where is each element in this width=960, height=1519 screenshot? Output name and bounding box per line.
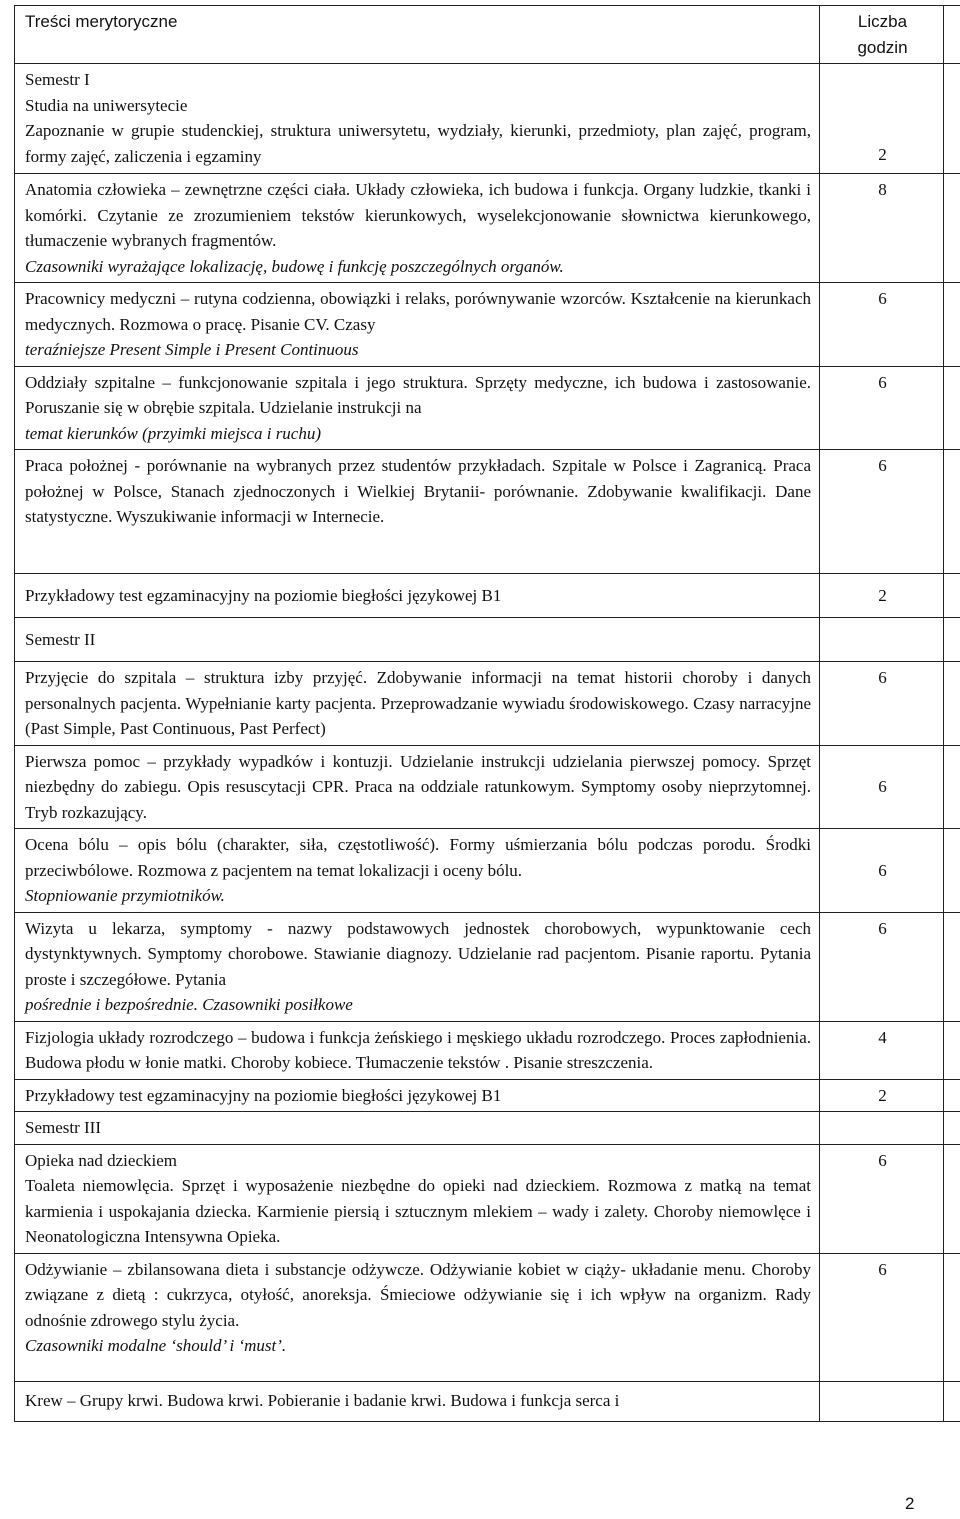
- topic-cell: Semestr I Studia na uniwersytecie Zapoznanie w grupie studenckiej, struktura uniwersytetu, wydziały, kierunki, przedmioty, plan zajęć, program, formy zajęć, zaliczenia i egzaminy: [15, 64, 820, 174]
- extra-column: [944, 6, 960, 64]
- topic-cell: Przykładowy test egzaminacyjny na poziomie biegłości językowej B1: [15, 574, 820, 618]
- table-row: [15, 174, 960, 283]
- hours-cell: 4: [820, 1021, 944, 1079]
- hours-cell: 2: [820, 64, 944, 174]
- table-row: [15, 662, 960, 746]
- content-header: Treści merytoryczne: [15, 6, 820, 64]
- table-row: [15, 450, 960, 574]
- topic-cell: Oddziały szpitalne – funkcjonowanie szpitala i jego struktura. Sprzęty medyczne, ich budowa i zastosowanie. Poruszanie się w obrębie szpitala. Udzielanie instrukcji na temat kierunków (przyimki miejsca i ruchu): [15, 366, 820, 450]
- page-number: 2: [905, 1494, 915, 1513]
- table-row: [15, 1021, 960, 1079]
- table-row: [15, 1079, 960, 1112]
- table-row: [15, 1112, 960, 1145]
- table-row: [15, 64, 960, 174]
- hours-cell: 6: [820, 745, 944, 829]
- table-row: [15, 1144, 960, 1253]
- hours-cell: 6: [820, 283, 944, 367]
- hours-cell: [820, 1381, 944, 1421]
- table-header-row: [15, 6, 960, 64]
- hours-cell: 6: [820, 366, 944, 450]
- table-row: [15, 745, 960, 829]
- table-row: [15, 574, 960, 618]
- hours-cell: 6: [820, 829, 944, 913]
- hours-cell: [820, 618, 944, 662]
- topic-cell: Krew – Grupy krwi. Budowa krwi. Pobieranie i badanie krwi. Budowa i funkcja serca i: [15, 1381, 820, 1421]
- hours-header: Liczba godzin: [820, 6, 944, 64]
- topic-cell: Anatomia człowieka – zewnętrzne części ciała. Układy człowieka, ich budowa i funkcja. Organy ludzkie, tkanki i komórki. Czytanie ze zrozumieniem tekstów kierunkowych, wyselekcjonowanie słownictwa kierunkowego, tłumaczenie wybranych fragmentów. Czasowniki wyrażające lokalizację, budowę i funkcję poszczególnych organów.: [15, 174, 820, 283]
- hours-cell: 6: [820, 450, 944, 574]
- topic-cell: Praca położnej - porównanie na wybranych przez studentów przykładach. Szpitale w Polsce i Zagranicą. Praca położnej w Polsce, Stanach zjednoczonych i Wielkiej Brytanii- porównanie. Zdobywanie kwalifikacji. Dane statystyczne. Wyszukiwanie informacji w Internecie.: [15, 450, 820, 574]
- hours-cell: [820, 1112, 944, 1145]
- hours-cell: 2: [820, 1079, 944, 1112]
- table-row: [15, 366, 960, 450]
- topic-cell: Przykładowy test egzaminacyjny na poziomie biegłości językowej B1: [15, 1079, 820, 1112]
- hours-cell: 6: [820, 1253, 944, 1381]
- hours-cell: 2: [820, 574, 944, 618]
- topic-cell: Przyjęcie do szpitala – struktura izby przyjęć. Zdobywanie informacji na temat historii choroby i danych personalnych pacjenta. Wypełnianie karty pacjenta. Przeprowadzanie wywiadu środowiskowego. Czasy narracyjne (Past Simple, Past Continuous, Past Perfect): [15, 662, 820, 746]
- topic-cell: Fizjologia układy rozrodczego – budowa i funkcja żeńskiego i męskiego układu rozrodczego. Proces zapłodnienia. Budowa płodu w łonie matki. Choroby kobiece. Tłumaczenie tekstów . Pisanie streszczenia.: [15, 1021, 820, 1079]
- topic-cell: Wizyta u lekarza, symptomy - nazwy podstawowych jednostek chorobowych, wypunktowanie cech dystynktywnych. Symptomy chorobowe. Stawianie diagnozy. Udzielanie rad pacjentom. Pisanie raportu. Pytania proste i szczegółowe. Pytania pośrednie i bezpośrednie. Czasowniki posiłkowe: [15, 912, 820, 1021]
- topic-cell: Ocena bólu – opis bólu (charakter, siła, częstotliwość). Formy uśmierzania bólu podczas porodu. Środki przeciwbólowe. Rozmowa z pacjentem na temat lokalizacji i oceny bólu. Stopniowanie przymiotników.: [15, 829, 820, 913]
- hours-cell: 6: [820, 912, 944, 1021]
- table-row: [15, 1253, 960, 1381]
- semester-heading: Semestr II: [15, 618, 820, 662]
- hours-cell: 6: [820, 662, 944, 746]
- topic-cell: Opieka nad dzieckiem Toaleta niemowlęcia. Sprzęt i wyposażenie niezbędne do opieki nad dzieckiem. Rozmowa z matką na temat karmienia i uspokajania dziecka. Karmienie piersią i sztucznym mlekiem – wady i zalety. Choroby niemowlęce i Neonatologiczna Intensywna Opieka.: [15, 1144, 820, 1253]
- topic-cell: Pierwsza pomoc – przykłady wypadków i kontuzji. Udzielanie instrukcji udzielania pierwszej pomocy. Sprzęt niezbędny do zabiegu. Opis resuscytacji CPR. Praca na oddziale ratunkowym. Symptomy osoby nieprzytomnej. Tryb rozkazujący.: [15, 745, 820, 829]
- table-row: [15, 1381, 960, 1421]
- syllabus-table: [14, 5, 960, 1422]
- table-row: [15, 283, 960, 367]
- topic-cell: Odżywianie – zbilansowana dieta i substancje odżywcze. Odżywianie kobiet w ciąży- układanie menu. Choroby związane z dietą : cukrzyca, otyłość, anoreksja. Śmieciowe odżywianie się i ich wpływ na organizm. Rady odnośnie zdrowego stylu życia. Czasowniki modalne ‘should’ i ‘must’.: [15, 1253, 820, 1381]
- semester-heading: Semestr III: [15, 1112, 820, 1145]
- table-row: [15, 912, 960, 1021]
- table-row: [15, 618, 960, 662]
- topic-cell: Pracownicy medyczni – rutyna codzienna, obowiązki i relaks, porównywanie wzorców. Kształcenie na kierunkach medycznych. Rozmowa o pracę. Pisanie CV. Czasy teraźniejsze Present Simple i Present Continuous: [15, 283, 820, 367]
- hours-cell: 6: [820, 1144, 944, 1253]
- table-row: [15, 829, 960, 913]
- hours-cell: 8: [820, 174, 944, 283]
